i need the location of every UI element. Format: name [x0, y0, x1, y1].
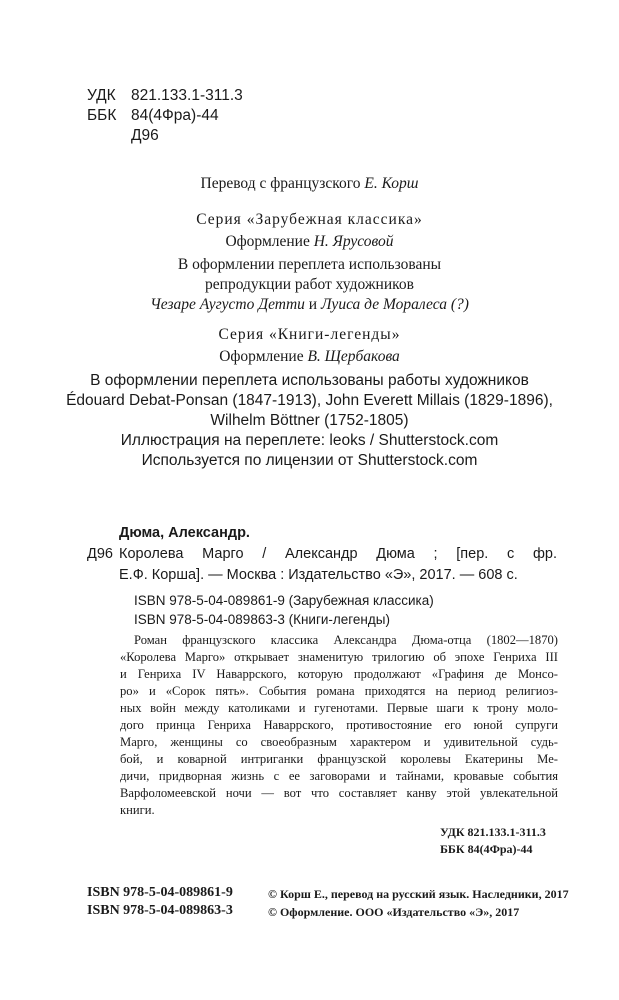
series2-name: Серия «Книги-легенды» — [218, 326, 401, 343]
catalog-title-line-1: Королева Марго / Александр Дюма ; [пер. с фр. — [119, 546, 557, 562]
series1-artists-and: и — [308, 296, 318, 313]
abstract-line: Роман французского классика Александра Дюма-отца (1802—1870) — [134, 633, 558, 647]
abstract-line: Варфоломеевской ночи — вот что составляет канву этой увлекательной — [120, 786, 558, 800]
abstract-line: Марго, женщины со своеобразным характером и удивительной судь- — [120, 735, 558, 749]
copyright-isbn-2: ISBN 978-5-04-089863-3 — [87, 903, 233, 918]
series1-design-prefix: Оформление — [225, 233, 310, 250]
series2-line-2: Édouard Debat-Ponsan (1847-1913), John Everett Millais (1829-1896), — [66, 392, 553, 409]
copyright-line-2: © Оформление. ООО «Издательство «Э», 2017 — [268, 905, 520, 919]
author-mark: Д96 — [131, 127, 159, 144]
series2-line-5: Используется по лицензии от Shutterstock.com — [141, 452, 478, 469]
abstract-line: и Генриха IV Наваррского, которую продолжают «Графиня де Монсо- — [120, 667, 558, 681]
catalog-title-line-2: Е.Ф. Корша]. — Москва : Издательство «Э», 2017. — 608 с. — [119, 567, 518, 583]
copyright-line-1: © Корш Е., перевод на русский язык. Наследники, 2017 — [268, 887, 569, 901]
abstract-line: ро» и «Сорок пять». События романа приходятся на период религиоз- — [120, 684, 558, 698]
series1-design — [0, 233, 619, 251]
catalog-isbn-1: ISBN 978-5-04-089861-9 (Зарубежная классика) — [134, 593, 434, 608]
series1-artist-a: Чезаре Аугусто Детти — [150, 296, 305, 313]
series1-artists — [0, 296, 619, 314]
catalog-isbn-2: ISBN 978-5-04-089863-3 (Книги-легенды) — [134, 612, 390, 627]
series1-designer: Н. Ярусовой — [313, 233, 394, 250]
bbk-value: 84(4Фра)-44 — [131, 107, 219, 124]
series2-line-1: В оформлении переплета использованы работы художников — [90, 372, 529, 389]
translator-name: Е. Корш — [364, 175, 419, 192]
abstract-line: книги. — [120, 803, 155, 817]
catalog-author-heading: Дюма, Александр. — [119, 525, 250, 541]
udk-label: УДК — [87, 87, 116, 104]
series2-line-3: Wilhelm Böttner (1752-1805) — [210, 412, 409, 429]
catalog-bbk-footer: ББК 84(4Фра)-44 — [440, 842, 533, 856]
translation-prefix: Перевод с французского — [200, 175, 361, 192]
abstract-line: дого принца Генриха Наваррского, противостояние его юной супруги — [120, 718, 558, 732]
series2-design — [0, 348, 619, 366]
series2-line-4: Иллюстрация на переплете: leoks / Shutterstock.com — [120, 432, 499, 449]
series1-cover-note-1: В оформлении переплета использованы — [177, 256, 442, 273]
abstract-line: ных войн между католиками и гугенотами. Первые шаги к трону моло- — [120, 701, 558, 715]
bbk-label: ББК — [87, 107, 117, 124]
translation-credit — [0, 175, 619, 193]
series1-name: Серия «Зарубежная классика» — [196, 211, 423, 228]
udk-value: 821.133.1-311.3 — [131, 87, 243, 104]
abstract-line: «Королева Марго» открывает знаменитую трилогию об эпохе Генриха III — [120, 650, 558, 664]
catalog-mark: Д96 — [87, 546, 113, 562]
abstract-line: дичи, придворная жизнь с ее заговорами и тайнами, кровавые события — [120, 769, 558, 783]
copyright-isbn-1: ISBN 978-5-04-089861-9 — [87, 885, 233, 900]
series1-cover-note-2: репродукции работ художников — [205, 276, 414, 293]
series2-design-prefix: Оформление — [219, 348, 304, 365]
abstract-line: бой, и коварной интриганки французской королевы Екатерины Ме- — [120, 752, 558, 766]
series2-designer: В. Щербакова — [307, 348, 400, 365]
series1-artist-b: Луиса де Моралеса (?) — [320, 296, 469, 313]
catalog-udk-footer: УДК 821.133.1-311.3 — [440, 825, 546, 839]
